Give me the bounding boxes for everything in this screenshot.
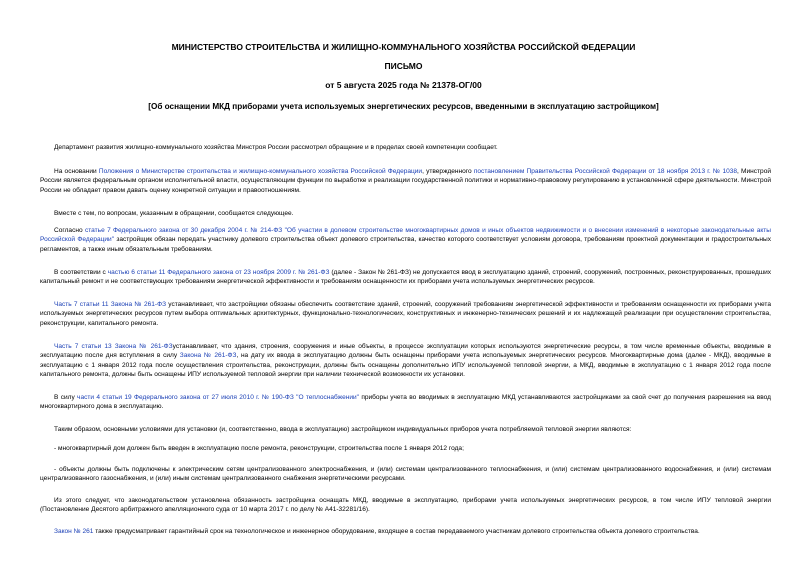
- paragraph-2: На основании Положения о Министерстве строительства и жилищно-коммунального хозяйства Российской Федерации, утвержденного постановлением Правительства Российской Федерации от 18 ноября 2013 г. № 1038, Минстрой России является федеральным органом исполнительной власти, осуществляющим функции по выработке и реализации государственной политики и нормативно-правовому регулированию в установленной сфере деятельности. Минстрой России не обладает правом давать оценку конкретной ситуации и правоотношениям.: [40, 168, 771, 194]
- paragraph-8: В силу части 4 статьи 19 Федерального закона от 27 июля 2010 г. № 190-ФЗ "О теплоснабжении" приборы учета во вводимых в эксплуатацию МКД устанавливаются застройщиками за свой счет до получения разрешения на ввод многоквартирного дома в эксплуатацию.: [40, 394, 771, 411]
- paragraph-12: Из этого следует, что законодательством установлена обязанность застройщика оснащать МКД, вводимые в эксплуатацию, приборами учета используемых энергетических ресурсов, в том числе ИПУ тепловой энергии (Постановление Десятого арбитражного апелляционного суда от 10 марта 2017 г. по делу № А41-32281/16).: [40, 497, 771, 514]
- link-law-261[interactable]: Закона № 261-ФЗ: [179, 352, 237, 360]
- link-law-261-article-11-part-6[interactable]: частью 6 статьи 11 Федерального закона от 23 ноября 2009 г. № 261-ФЗ: [107, 269, 330, 276]
- paragraph-3: Вместе с тем, по вопросам, указанным в обращении, сообщается следующее.: [54, 210, 294, 217]
- link-law-190-article-19[interactable]: части 4 статьи 19 Федерального закона от 27 июля 2010 г. № 190-ФЗ "О теплоснабжении": [77, 394, 359, 401]
- link-ministry-regulation[interactable]: Положения о Министерстве строительства и жилищно-коммунального хозяйства Российской Федерации: [98, 168, 423, 175]
- paragraph-6: Часть 7 статьи 11 Закона № 261-ФЗ устанавливает, что застройщики обязаны обеспечить соответствие зданий, строений, сооружений требованиям энергетической эффективности и требованиям оснащенности их приборами учета используемых энергетических ресурсов путем выбора оптимальных архитектурных, функционально-технологических, конструктивных и инженерно-технических решений и их надлежащей реализации при осуществлении строительства, реконструкции, капитального ремонта.: [40, 301, 771, 327]
- paragraph-11: - объекты должны быть подключены к электрическим сетям централизованного электроснабжения, и (или) системам централизованного теплоснабжения, и (или) системам централизованного водоснабжения, и (или) системам централизованного газоснабжения, и (или) иным системам централизованного снабжения энергетическими ресурсами.: [40, 466, 771, 483]
- link-government-decree-1038[interactable]: постановлением Правительства Российской Федерации от 18 ноября 2013 г. № 1038: [473, 168, 738, 175]
- paragraph-5: В соответствии с частью 6 статьи 11 Федерального закона от 23 ноября 2009 г. № 261-ФЗ (далее - Закон № 261-ФЗ) не допускается ввод в эксплуатацию зданий, строений, сооружений, построенных, реконструированных, прошедших капитальный ремонт и не соответствующих требованиям энергетической эффективности и требованиям оснащенности их приборами учета используемых энергетических ресурсов.: [40, 269, 771, 286]
- paragraph-1: Департамент развития жилищно-коммунального хозяйства Минстроя России рассмотрел обращение и в пределах своей компетенции сообщает.: [54, 144, 498, 151]
- link-law-261-article-11-part-7[interactable]: Часть 7 статьи 11 Закона № 261-ФЗ: [54, 301, 167, 308]
- paragraph-4: Согласно статье 7 Федерального закона от 30 декабря 2004 г. № 214-ФЗ "Об участии в долевом строительстве многоквартирных домов и иных объектов недвижимости и о внесении изменений в некоторые законодательные акты Российской Федерации" застройщик обязан передать участнику долевого строительства объект долевого строительства, качество которого соответствует условиям договора, требованиям проектной документации и градостроительных регламентов, а также иным обязательным требованиям.: [40, 227, 772, 253]
- link-law-261-short[interactable]: Закон № 261: [54, 528, 94, 535]
- ministry-title: МИНИСТЕРСТВО СТРОИТЕЛЬСТВА И ЖИЛИЩНО-КОММУНАЛЬНОГО ХОЗЯЙСТВА РОССИЙСКОЙ ФЕДЕРАЦИИ: [171, 42, 636, 52]
- doc-type: ПИСЬМО: [384, 61, 423, 71]
- paragraph-7: Часть 7 статьи 13 Закона № 261-ФЗустанавливает, что здания, строения, сооружения и иные объекты, в процессе эксплуатации которых используются энергетические ресурсы, в том числе временные объекты, вводимые в эксплуатацию после дня вступления в силу Закона № 261-ФЗ, на дату их ввода в эксплуатацию должны быть оснащены приборами учета используемых энергетических ресурсов. Многоквартирные дома (далее - МКД), вводимые в эксплуатацию с 1 января 2012 года после осуществления строительства, реконструкции, должны быть оснащены дополнительно ИПУ используемой тепловой энергии, а МКД, вводимые в эксплуатацию с 1 января 2012 года после капитального ремонта, должны быть оснащены ИПУ используемой тепловой энергии при наличии технической возможности их установки.: [40, 343, 771, 379]
- doc-date-number: от 5 августа 2025 года № 21378-ОГ/00: [325, 80, 482, 90]
- paragraph-10: - многоквартирный дом должен быть введен в эксплуатацию после ремонта, реконструкции, строительства после 1 января 2012 года;: [54, 445, 464, 452]
- link-law-214-article-7[interactable]: статье 7 Федерального закона от 30 декабря 2004 г. № 214-ФЗ "Об участии в долевом строительстве многоквартирных домов и иных объектов недвижимости и о внесении изменений в некоторые законодательные акты Российской Федерации": [40, 227, 771, 244]
- paragraph-13: Закон № 261 также предусматривает гарантийный срок на технологическое и инженерное оборудование, входящее в состав передаваемого участникам долевого строительства объекта долевого строительства.: [54, 528, 700, 535]
- link-law-261-article-13-part-7[interactable]: Часть 7 статьи 13 Закона № 261-ФЗ: [54, 343, 173, 350]
- doc-subject: [Об оснащении МКД приборами учета используемых энергетических ресурсов, введенными в эксплуатацию застройщиком]: [148, 102, 659, 111]
- paragraph-9: Таким образом, основными условиями для установки (и, соответственно, ввода в эксплуатацию) застройщиком индивидуальных приборов учета потребляемой тепловой энергии являются:: [54, 426, 632, 433]
